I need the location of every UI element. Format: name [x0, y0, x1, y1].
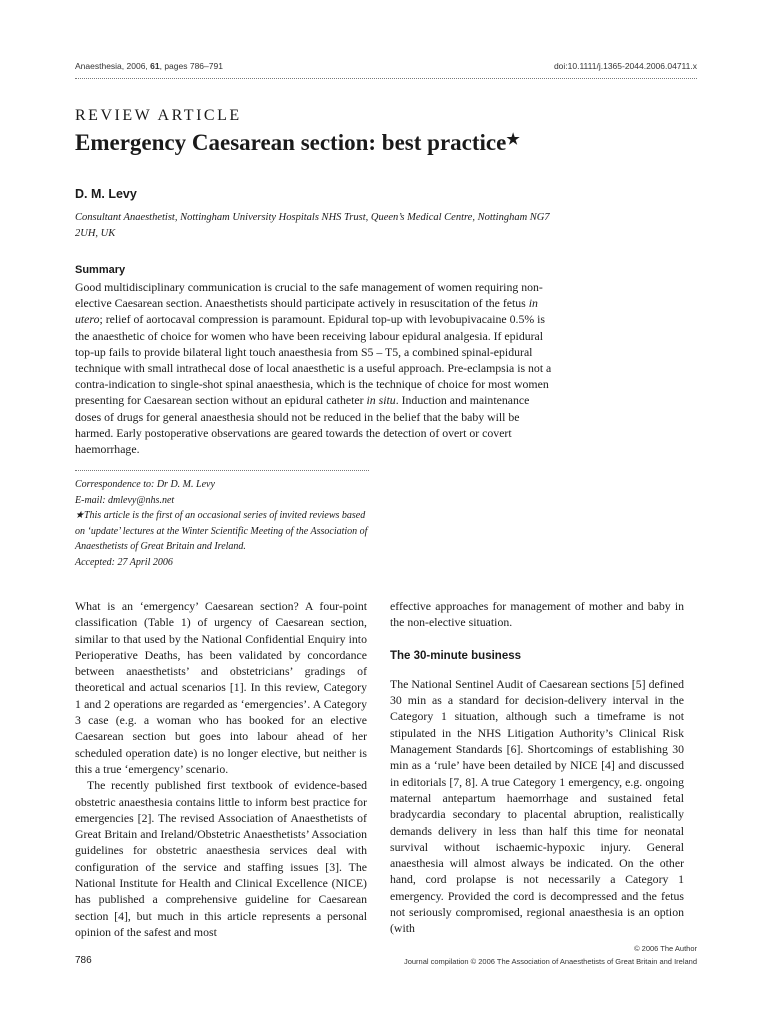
article-type: REVIEW ARTICLE: [75, 107, 242, 124]
correspondence-block: [75, 477, 375, 571]
page-number: 786: [75, 955, 92, 966]
title-footnote-star-icon: ★: [506, 132, 520, 148]
body-paragraph: The recently published first textbook of evidence-based obstetric anaesthesia contains little to inform best practice for emergencies [2]. The revised Association of Anaesthetists of Great Britain and Ireland/Obstetric Anaesthetists’ Association guidelines for obstetric anaesthesia services deal with configuration of the service and staffing issues [3]. The National Institute for Health and Clinical Excellence (NICE) has published a comprehensive guideline for Caesarean section [4], but much in this article represents a personal opinion of the safest and most: [75, 778, 367, 939]
accepted-date: Accepted: 27 April 2006: [75, 556, 173, 568]
citation-volume: 61: [150, 61, 160, 71]
correspondence-email: E-mail: dmlevy@nhs.net: [75, 494, 175, 506]
citation-suffix: , pages 786–791: [159, 61, 223, 71]
correspondence-name: Correspondence to: Dr D. M. Levy: [75, 479, 215, 490]
header-divider: [75, 78, 697, 79]
running-header-citation: [75, 61, 223, 71]
body-column-right: [390, 598, 684, 937]
article-title-text: Emergency Caesarean section: best practice: [75, 130, 507, 155]
summary-abstract: [75, 279, 555, 457]
body-paragraph: The National Sentinel Audit of Caesarean sections [5] defined 30 min as a standard for decision-delivery interval in the Category 1 situation, although such a timeframe is not stipulated in the NHS Litigation Authority’s Clinical Risk Management Standards [6]. Shortcomings of establishing 30 min as a ‘rule’ have been detailed by NICE [4] and discussed in editorials [7, 8]. A true Category 1 emergency, e.g. ongoing maternal antepartum haemorrhage and sustained fetal bradycardia secondary to placental abruption, realistically demands delivery in less than half this time for neonatal survival without ischaemic-hypoxic injury. General anaesthesia will almost always be indicated. On the other hand, cord prolapse is not necessarily a Category 1 emergency. Provided the cord is decompressed and the fetus not seriously compromised, regional anaesthesia is an option (with: [390, 676, 684, 936]
body-paragraph: What is an ‘emergency’ Caesarean section? A four-point classification (Table 1) of urgency of Caesarean section, similar to that used by the National Confidential Enquiry into Perioperative Deaths, has been validated by concordance between anaesthetists’ and obstetricians’ gradings of theoretical and actual scenarios [1]. In this review, Category 1 and 2 operations are regarded as ‘emergencies’. A Category 3 case (e.g. a woman who has booked for an elective Caesarean section but goes into labour ahead of her scheduled operation date) is no longer elective, but neither is this a true ‘emergency’ scenario.: [75, 599, 367, 776]
summary-heading: Summary: [75, 264, 126, 276]
copyright-journal: Journal compilation © 2006 The Association of Anaesthetists of Great Britain and Ireland: [403, 957, 697, 966]
author-affiliation: Consultant Anaesthetist, Nottingham University Hospitals NHS Trust, Queen’s Medical Centre, Nottingham NG7 2UH, UK: [75, 212, 550, 239]
article-title: [75, 130, 520, 156]
summary-text-part: Good multidisciplinary communication is crucial to the safe management of women requiring non-elective Caesarean section. Anaesthetists should participate actively in resuscitation of the fetus: [75, 280, 543, 311]
body-column-left: [75, 598, 367, 940]
author-name: D. M. Levy: [75, 187, 137, 201]
correspondence-divider: [75, 470, 369, 471]
summary-italic-term: in situ: [366, 393, 396, 408]
footer-copyright: [404, 942, 697, 968]
running-header-doi: doi:10.1111/j.1365-2044.2006.04711.x: [553, 61, 697, 71]
body-paragraph: effective approaches for management of mother and baby in the non-elective situation.: [390, 599, 684, 630]
section-heading: The 30-minute business: [390, 649, 522, 662]
citation-prefix: Anaesthesia, 2006,: [75, 61, 151, 71]
summary-text-part: . Induction and maintenance doses of drugs for general anaesthesia should not be reduced in the belief that the baby will be harmed. Early postoperative observations are geared towards the detection of overt or covert haemorrhage.: [75, 393, 530, 457]
article-footnote: ★This article is the first of an occasional series of invited reviews based on ‘update’ lectures at the Winter Scientific Meeting of the Association of Anaesthetists of Great Britain and Ireland.: [75, 510, 368, 553]
summary-italic-term: in utero: [75, 296, 538, 327]
summary-text-part: ; relief of aortocaval compression is paramount. Epidural top-up with levobupivacaine 0.5% is the anaesthetic of choice for women who have been receiving labour epidural analgesia. If epidural top-up fails to provide bilateral light touch anaesthesia from S5 – T5, a combined spinal-epidural technique with small intrathecal dose of local anaesthetic is a useful approach. Pre-eclampsia is not a contra-indication to single-shot spinal anaesthesia, which is the technique of choice for most women presenting for Caesarean section without an epidural catheter: [75, 312, 552, 408]
copyright-author: © 2006 The Author: [634, 944, 697, 953]
